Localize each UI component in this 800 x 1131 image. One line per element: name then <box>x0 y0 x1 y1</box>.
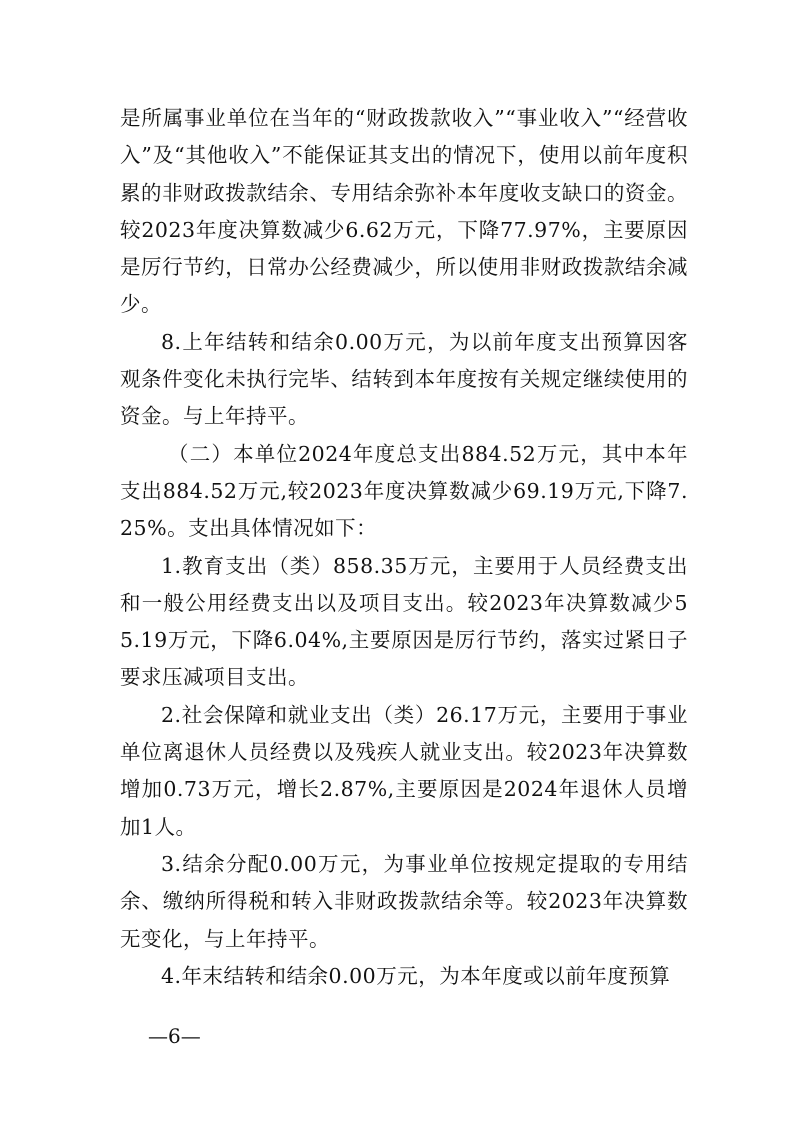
body-text <box>120 100 688 995</box>
paragraph-nonfiscal-balance-use: 是所属事业单位在当年的“财政拨款收入”“事业收入”“经营收入”及“其他收入”不能保证其支出的情况下，使用以前年度积累的非财政拨款结余、专用结余弥补本年度收支缺口的资金。较2023年度决算数减少6.62万元，下降77.97%，主要原因是厉行节约，日常办公经费减少，所以使用非财政拨款结余减少。 <box>120 106 688 317</box>
paragraph-year-end-carryover: 4.年末结转和结余0.00万元，为本年度或以前年度预算 <box>161 963 671 988</box>
paragraph-education-expenditure: 1.教育支出（类）858.35万元，主要用于人员经费支出和一般公用经费支出以及项目支出。较2023年决算数减少55.19万元，下降6.04%,主要原因是厉行节约，落实过紧日子要求压减项目支出。 <box>120 553 688 690</box>
paragraph-prior-year-carryover: 8.上年结转和结余0.00万元，为以前年度支出预算因客观条件变化未执行完毕、结转到本年度按有关规定继续使用的资金。与上年持平。 <box>120 329 688 429</box>
paragraph-total-expenditure: （二）本单位2024年度总支出884.52万元，其中本年支出884.52万元,较2023年度决算数减少69.19万元,下降7.25%。支出具体情况如下： <box>120 441 688 541</box>
paragraph-balance-distribution: 3.结余分配0.00万元，为事业单位按规定提取的专用结余、缴纳所得税和转入非财政拨款结余等。较2023年决算数无变化，与上年持平。 <box>120 851 688 951</box>
page-number: —6— <box>148 1024 201 1048</box>
paragraph-social-security-expenditure: 2.社会保障和就业支出（类）26.17万元，主要用于事业单位离退休人员经费以及残疾人就业支出。较2023年决算数增加0.73万元，增长2.87%,主要原因是2024年退休人员增加1人。 <box>120 702 688 839</box>
